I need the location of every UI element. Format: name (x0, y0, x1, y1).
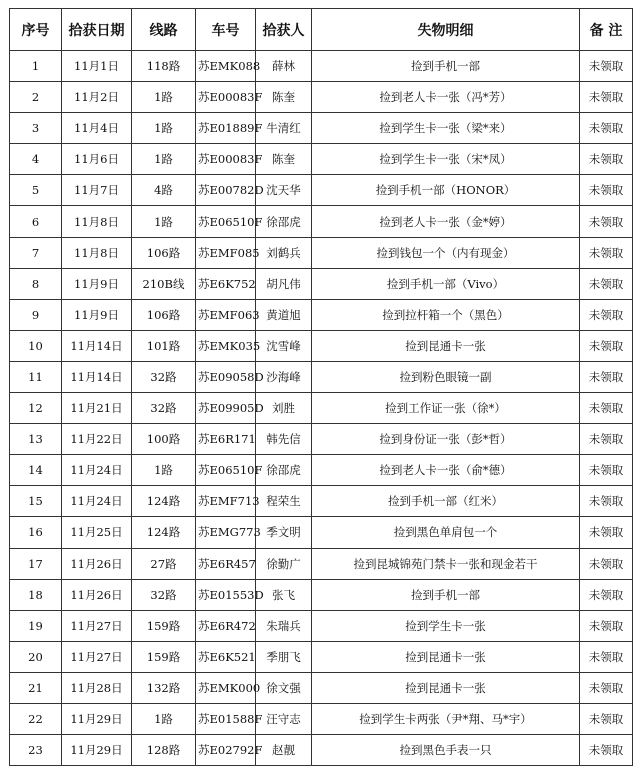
cell-finder: 刘鹤兵 (256, 237, 312, 268)
cell-remarks: 未领取 (580, 330, 633, 361)
table-row (10, 299, 633, 330)
cell-index: 7 (10, 237, 62, 268)
table-row (10, 517, 633, 548)
cell-bus-number: 苏E6R457 (196, 548, 256, 579)
cell-date: 11月27日 (62, 610, 132, 641)
cell-item-details: 捡到昆通卡一张 (312, 330, 580, 361)
cell-date: 11月4日 (62, 113, 132, 144)
cell-remarks: 未领取 (580, 268, 633, 299)
cell-index: 8 (10, 268, 62, 299)
cell-date: 11月14日 (62, 330, 132, 361)
cell-route: 32路 (132, 361, 196, 392)
cell-date: 11月8日 (62, 206, 132, 237)
cell-remarks: 未领取 (580, 82, 633, 113)
cell-index: 17 (10, 548, 62, 579)
cell-item-details: 捡到手机一部（红米） (312, 486, 580, 517)
table-row (10, 703, 633, 734)
header-route: 线路 (132, 9, 196, 51)
cell-index: 1 (10, 51, 62, 82)
cell-bus-number: 苏E01553D (196, 579, 256, 610)
cell-index: 14 (10, 455, 62, 486)
table-row (10, 82, 633, 113)
cell-item-details: 捡到学生卡两张（尹*翔、马*宇） (312, 703, 580, 734)
cell-item-details: 捡到黑色手表一只 (312, 735, 580, 766)
cell-bus-number: 苏EMF063 (196, 299, 256, 330)
cell-remarks: 未领取 (580, 548, 633, 579)
cell-item-details: 捡到手机一部（HONOR） (312, 175, 580, 206)
cell-remarks: 未领取 (580, 735, 633, 766)
cell-item-details: 捡到拉杆箱一个（黑色） (312, 299, 580, 330)
cell-route: 4路 (132, 175, 196, 206)
header-item-details: 失物明细 (312, 9, 580, 51)
cell-bus-number: 苏EMK088 (196, 51, 256, 82)
cell-bus-number: 苏E09058D (196, 361, 256, 392)
cell-remarks: 未领取 (580, 175, 633, 206)
cell-route: 32路 (132, 579, 196, 610)
cell-index: 10 (10, 330, 62, 361)
table-row (10, 144, 633, 175)
table-row (10, 486, 633, 517)
cell-finder: 陈奎 (256, 82, 312, 113)
cell-remarks: 未领取 (580, 113, 633, 144)
cell-item-details: 捡到昆通卡一张 (312, 672, 580, 703)
cell-bus-number: 苏E6K752 (196, 268, 256, 299)
cell-bus-number: 苏EMF085 (196, 237, 256, 268)
cell-finder: 胡凡伟 (256, 268, 312, 299)
cell-remarks: 未领取 (580, 579, 633, 610)
cell-item-details: 捡到老人卡一张（金*婷） (312, 206, 580, 237)
cell-bus-number: 苏E00083F (196, 144, 256, 175)
cell-remarks: 未领取 (580, 237, 633, 268)
cell-bus-number: 苏EMK035 (196, 330, 256, 361)
table-row (10, 113, 633, 144)
cell-finder: 徐文强 (256, 672, 312, 703)
table-row (10, 330, 633, 361)
cell-index: 11 (10, 361, 62, 392)
cell-item-details: 捡到学生卡一张（宋*凤） (312, 144, 580, 175)
cell-date: 11月22日 (62, 424, 132, 455)
cell-route: 159路 (132, 641, 196, 672)
cell-index: 4 (10, 144, 62, 175)
cell-index: 19 (10, 610, 62, 641)
table-row (10, 548, 633, 579)
cell-finder: 韩先信 (256, 424, 312, 455)
table-row (10, 672, 633, 703)
cell-date: 11月9日 (62, 299, 132, 330)
cell-finder: 汪守志 (256, 703, 312, 734)
cell-date: 11月6日 (62, 144, 132, 175)
cell-item-details: 捡到粉色眼镜一副 (312, 361, 580, 392)
cell-item-details: 捡到黑色单肩包一个 (312, 517, 580, 548)
table-row (10, 735, 633, 766)
cell-item-details: 捡到钱包一个（内有现金） (312, 237, 580, 268)
cell-finder: 沈雪峰 (256, 330, 312, 361)
header-date: 拾获日期 (62, 9, 132, 51)
table-row (10, 424, 633, 455)
cell-item-details: 捡到学生卡一张（梁*来） (312, 113, 580, 144)
header-finder: 拾获人 (256, 9, 312, 51)
lost-items-sheet (9, 8, 633, 766)
cell-date: 11月7日 (62, 175, 132, 206)
cell-finder: 牛清红 (256, 113, 312, 144)
cell-item-details: 捡到身份证一张（彭*哲） (312, 424, 580, 455)
cell-finder: 沈天华 (256, 175, 312, 206)
cell-remarks: 未领取 (580, 610, 633, 641)
cell-finder: 徐勤广 (256, 548, 312, 579)
cell-remarks: 未领取 (580, 424, 633, 455)
cell-bus-number: 苏E01889F (196, 113, 256, 144)
cell-finder: 程荣生 (256, 486, 312, 517)
cell-date: 11月1日 (62, 51, 132, 82)
cell-finder: 赵靓 (256, 735, 312, 766)
cell-remarks: 未领取 (580, 51, 633, 82)
cell-route: 159路 (132, 610, 196, 641)
cell-route: 1路 (132, 82, 196, 113)
table-body (10, 51, 633, 766)
cell-route: 132路 (132, 672, 196, 703)
cell-finder: 徐邵虎 (256, 455, 312, 486)
cell-remarks: 未领取 (580, 486, 633, 517)
cell-date: 11月25日 (62, 517, 132, 548)
table-row (10, 393, 633, 424)
cell-remarks: 未领取 (580, 672, 633, 703)
header-bus-number: 车号 (196, 9, 256, 51)
cell-route: 1路 (132, 455, 196, 486)
table-row (10, 206, 633, 237)
cell-finder: 季文明 (256, 517, 312, 548)
cell-index: 13 (10, 424, 62, 455)
table-row (10, 579, 633, 610)
cell-route: 1路 (132, 703, 196, 734)
cell-bus-number: 苏E6R171 (196, 424, 256, 455)
table-row (10, 237, 633, 268)
cell-date: 11月27日 (62, 641, 132, 672)
cell-item-details: 捡到昆通卡一张 (312, 641, 580, 672)
table-row (10, 268, 633, 299)
cell-bus-number: 苏E00083F (196, 82, 256, 113)
lost-items-table (9, 8, 633, 766)
cell-finder: 徐邵虎 (256, 206, 312, 237)
cell-date: 11月24日 (62, 486, 132, 517)
cell-route: 210B线 (132, 268, 196, 299)
header-index: 序号 (10, 9, 62, 51)
cell-bus-number: 苏E06510F (196, 455, 256, 486)
cell-bus-number: 苏EMF713 (196, 486, 256, 517)
cell-route: 1路 (132, 144, 196, 175)
cell-date: 11月9日 (62, 268, 132, 299)
cell-date: 11月29日 (62, 703, 132, 734)
cell-finder: 黄道旭 (256, 299, 312, 330)
cell-index: 5 (10, 175, 62, 206)
cell-bus-number: 苏E06510F (196, 206, 256, 237)
cell-route: 118路 (132, 51, 196, 82)
table-row (10, 51, 633, 82)
table-row (10, 455, 633, 486)
cell-date: 11月26日 (62, 579, 132, 610)
cell-index: 16 (10, 517, 62, 548)
cell-bus-number: 苏E01588F (196, 703, 256, 734)
cell-item-details: 捡到工作证一张（徐*） (312, 393, 580, 424)
cell-finder: 张飞 (256, 579, 312, 610)
cell-route: 32路 (132, 393, 196, 424)
table-row (10, 361, 633, 392)
cell-item-details: 捡到昆城锦苑门禁卡一张和现金若干 (312, 548, 580, 579)
cell-index: 22 (10, 703, 62, 734)
header-remarks: 备 注 (580, 9, 633, 51)
cell-route: 106路 (132, 299, 196, 330)
cell-date: 11月28日 (62, 672, 132, 703)
cell-item-details: 捡到手机一部 (312, 579, 580, 610)
cell-index: 12 (10, 393, 62, 424)
cell-item-details: 捡到老人卡一张（俞*德） (312, 455, 580, 486)
cell-route: 124路 (132, 486, 196, 517)
cell-date: 11月8日 (62, 237, 132, 268)
cell-index: 9 (10, 299, 62, 330)
cell-remarks: 未领取 (580, 144, 633, 175)
cell-index: 21 (10, 672, 62, 703)
cell-finder: 沙海峰 (256, 361, 312, 392)
cell-index: 2 (10, 82, 62, 113)
table-row (10, 641, 633, 672)
cell-bus-number: 苏E02792F (196, 735, 256, 766)
cell-item-details: 捡到老人卡一张（冯*芳） (312, 82, 580, 113)
cell-date: 11月26日 (62, 548, 132, 579)
cell-bus-number: 苏E09905D (196, 393, 256, 424)
cell-remarks: 未领取 (580, 703, 633, 734)
cell-index: 23 (10, 735, 62, 766)
cell-index: 18 (10, 579, 62, 610)
cell-index: 15 (10, 486, 62, 517)
cell-date: 11月29日 (62, 735, 132, 766)
cell-finder: 朱瑞兵 (256, 610, 312, 641)
cell-item-details: 捡到手机一部（Vivo） (312, 268, 580, 299)
cell-route: 27路 (132, 548, 196, 579)
cell-finder: 刘胜 (256, 393, 312, 424)
cell-bus-number: 苏E00782D (196, 175, 256, 206)
cell-remarks: 未领取 (580, 455, 633, 486)
cell-date: 11月2日 (62, 82, 132, 113)
table-row (10, 175, 633, 206)
cell-route: 106路 (132, 237, 196, 268)
cell-route: 128路 (132, 735, 196, 766)
cell-index: 6 (10, 206, 62, 237)
cell-route: 101路 (132, 330, 196, 361)
cell-remarks: 未领取 (580, 361, 633, 392)
cell-date: 11月24日 (62, 455, 132, 486)
cell-remarks: 未领取 (580, 641, 633, 672)
cell-item-details: 捡到学生卡一张 (312, 610, 580, 641)
cell-index: 20 (10, 641, 62, 672)
cell-bus-number: 苏EMG773 (196, 517, 256, 548)
cell-route: 124路 (132, 517, 196, 548)
cell-route: 1路 (132, 206, 196, 237)
cell-remarks: 未领取 (580, 206, 633, 237)
table-row (10, 610, 633, 641)
cell-item-details: 捡到手机一部 (312, 51, 580, 82)
cell-remarks: 未领取 (580, 299, 633, 330)
cell-finder: 陈奎 (256, 144, 312, 175)
cell-route: 100路 (132, 424, 196, 455)
cell-bus-number: 苏E6K521 (196, 641, 256, 672)
cell-bus-number: 苏EMK000 (196, 672, 256, 703)
header-row (10, 9, 633, 51)
cell-remarks: 未领取 (580, 393, 633, 424)
cell-route: 1路 (132, 113, 196, 144)
cell-finder: 季朋飞 (256, 641, 312, 672)
cell-index: 3 (10, 113, 62, 144)
cell-date: 11月21日 (62, 393, 132, 424)
cell-date: 11月14日 (62, 361, 132, 392)
cell-finder: 薛林 (256, 51, 312, 82)
cell-remarks: 未领取 (580, 517, 633, 548)
cell-bus-number: 苏E6R472 (196, 610, 256, 641)
